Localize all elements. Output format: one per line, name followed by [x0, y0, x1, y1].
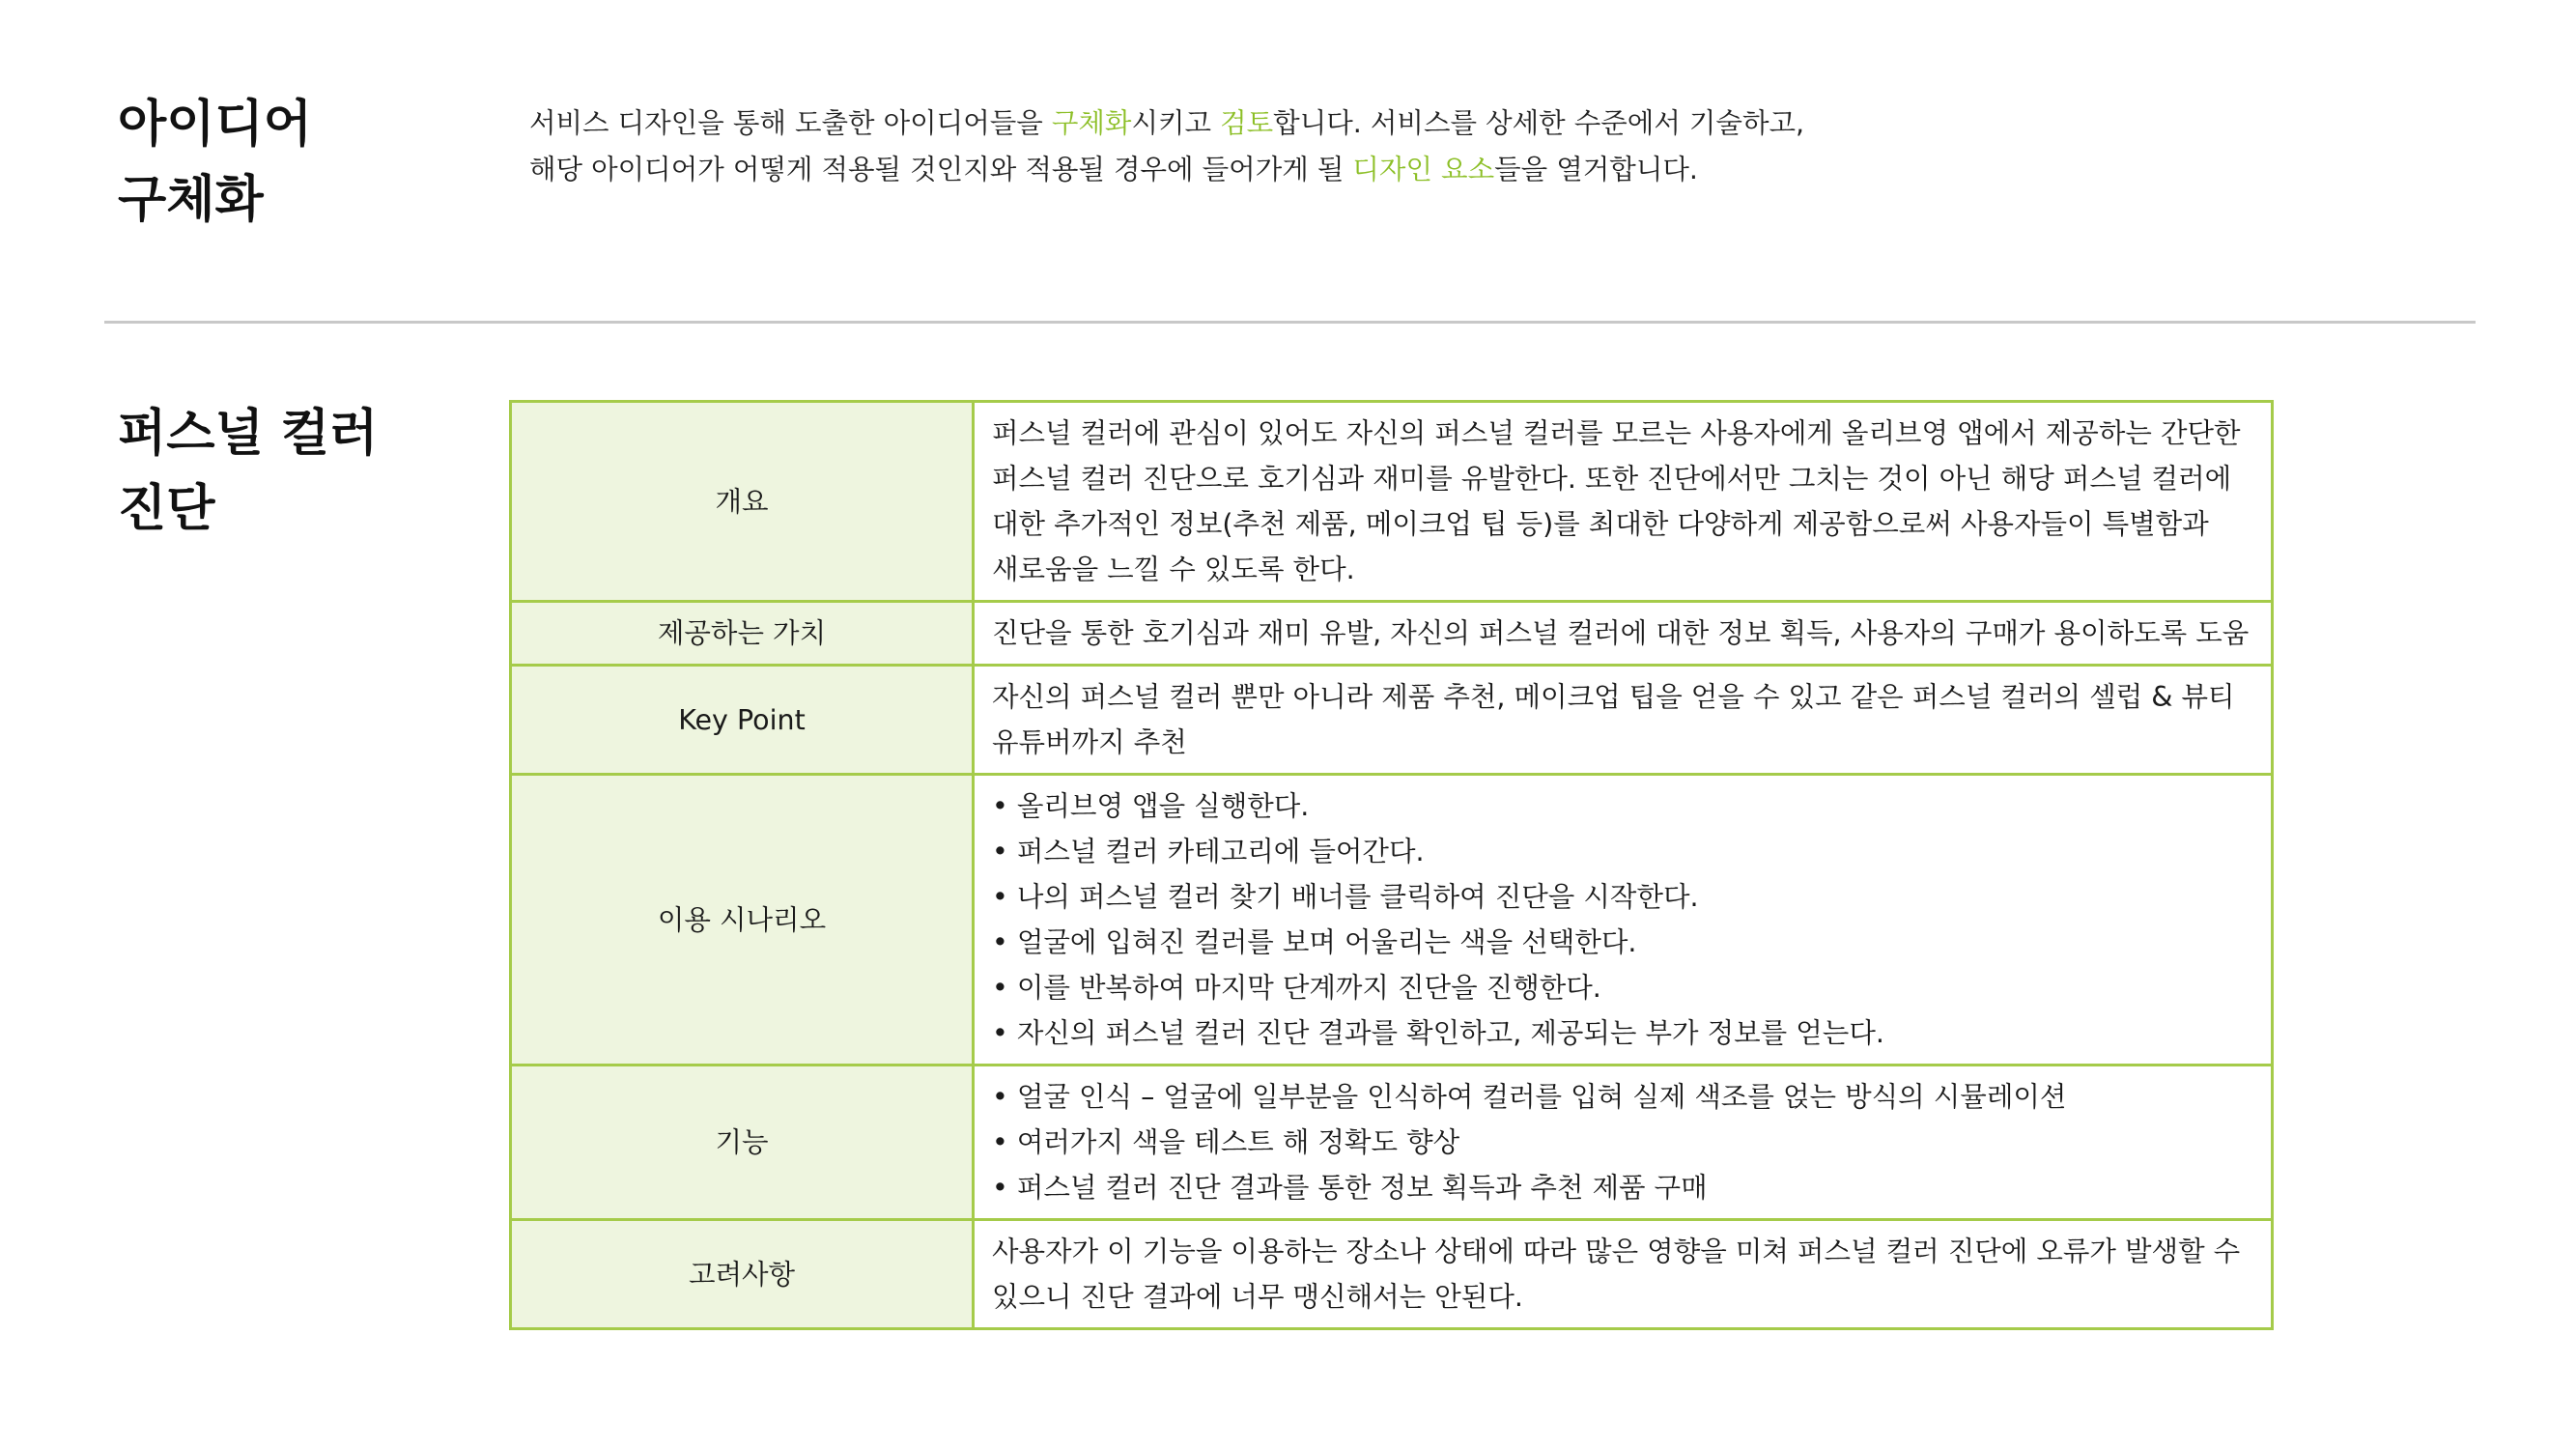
table-row — [511, 1065, 2273, 1220]
bullet-item: • 퍼스널 컬러 진단 결과를 통한 정보 획득과 추천 제품 구매 — [992, 1165, 2250, 1210]
row-label: 제공하는 가치 — [511, 602, 974, 666]
table-row — [511, 775, 2273, 1065]
intro-text: 합니다. 서비스를 상세한 수준에서 기술하고, — [1273, 107, 1805, 139]
bullet-item: • 이를 반복하여 마지막 단계까지 진단을 진행한다. — [992, 965, 2250, 1010]
row-label: 이용 시나리오 — [511, 775, 974, 1065]
bullet-item: • 올리브영 앱을 실행한다. — [992, 783, 2250, 829]
intro-text: 들을 열거합니다. — [1494, 154, 1698, 185]
row-label: 개요 — [511, 402, 974, 602]
row-value — [974, 1065, 2273, 1220]
bullet-item: • 나의 퍼스널 컬러 찾기 배너를 클릭하여 진단을 시작한다. — [992, 874, 2250, 920]
table-row — [511, 402, 2273, 602]
highlight-text: 구체화 — [1051, 107, 1132, 139]
intro-text: 해당 아이디어가 어떻게 적용될 것인지와 적용될 경우에 들어가게 될 — [529, 154, 1353, 185]
highlight-text: 디자인 요소 — [1352, 154, 1495, 185]
row-value — [974, 402, 2273, 602]
bullet-item: • 여러가지 색을 테스트 해 정확도 향상 — [992, 1120, 2250, 1165]
row-label: 고려사항 — [511, 1220, 974, 1329]
title-line: 아이디어 — [118, 96, 312, 154]
row-value — [974, 775, 2273, 1065]
table-row — [511, 1220, 2273, 1329]
title-line: 진단 — [118, 480, 215, 538]
intro-paragraph — [529, 100, 1804, 193]
row-label: Key Point — [511, 666, 974, 775]
info-table-container — [509, 400, 2274, 1330]
section-title-personal-color — [118, 396, 378, 547]
table-row — [511, 602, 2273, 666]
section-divider — [104, 321, 2476, 324]
row-label: 기능 — [511, 1065, 974, 1220]
intro-line — [529, 147, 1804, 193]
text-line: 자신의 퍼스널 컬러 뿐만 아니라 제품 추천, 메이크업 팁을 얻을 수 있고 같은 퍼스널 컬러의 셀럽 & 뷰티 — [992, 681, 2235, 713]
text-line: 대한 추가적인 정보(추천 제품, 메이크업 팁 등)를 최대한 다양하게 제공함으로써 사용자들이 특별함과 — [992, 508, 2209, 540]
intro-line — [529, 100, 1804, 147]
info-table — [509, 400, 2274, 1330]
text-line: 퍼스널 컬러에 관심이 있어도 자신의 퍼스널 컬러를 모르는 사용자에게 올리브영 앱에서 제공하는 간단한 — [992, 417, 2241, 449]
section-title-idea — [118, 87, 312, 238]
text-line: 사용자가 이 기능을 이용하는 장소나 상태에 따라 많은 영향을 미쳐 퍼스널 컬러 진단에 오류가 발생할 수 — [992, 1236, 2241, 1267]
table-row — [511, 666, 2273, 775]
text-line: 유튜버까지 추천 — [992, 726, 1187, 758]
row-value — [974, 602, 2273, 666]
bullet-item: • 얼굴 인식 – 얼굴에 일부분을 인식하여 컬러를 입혀 실제 색조를 얹는 방식의 시뮬레이션 — [992, 1074, 2250, 1120]
row-value — [974, 666, 2273, 775]
bullet-item: • 자신의 퍼스널 컬러 진단 결과를 확인하고, 제공되는 부가 정보를 얻는다. — [992, 1010, 2250, 1056]
text-line: 진단을 통한 호기심과 재미 유발, 자신의 퍼스널 컬러에 대한 정보 획득, 사용자의 구매가 용이하도록 도움 — [992, 617, 2250, 649]
highlight-text: 검토 — [1220, 107, 1274, 139]
bullet-item: • 퍼스널 컬러 카테고리에 들어간다. — [992, 829, 2250, 874]
text-line: 새로움을 느낄 수 있도록 한다. — [992, 554, 1355, 585]
title-line: 구체화 — [118, 171, 264, 229]
intro-text: 서비스 디자인을 통해 도출한 아이디어들을 — [529, 107, 1052, 139]
text-line: 퍼스널 컬러 진단으로 호기심과 재미를 유발한다. 또한 진단에서만 그치는 것이 아닌 해당 퍼스널 컬러에 — [992, 463, 2232, 495]
text-line: 있으니 진단 결과에 너무 맹신해서는 안된다. — [992, 1281, 1523, 1313]
intro-text: 시키고 — [1131, 107, 1221, 139]
title-line: 퍼스널 컬러 — [118, 405, 379, 463]
bullet-item: • 얼굴에 입혀진 컬러를 보며 어울리는 색을 선택한다. — [992, 920, 2250, 965]
row-value — [974, 1220, 2273, 1329]
